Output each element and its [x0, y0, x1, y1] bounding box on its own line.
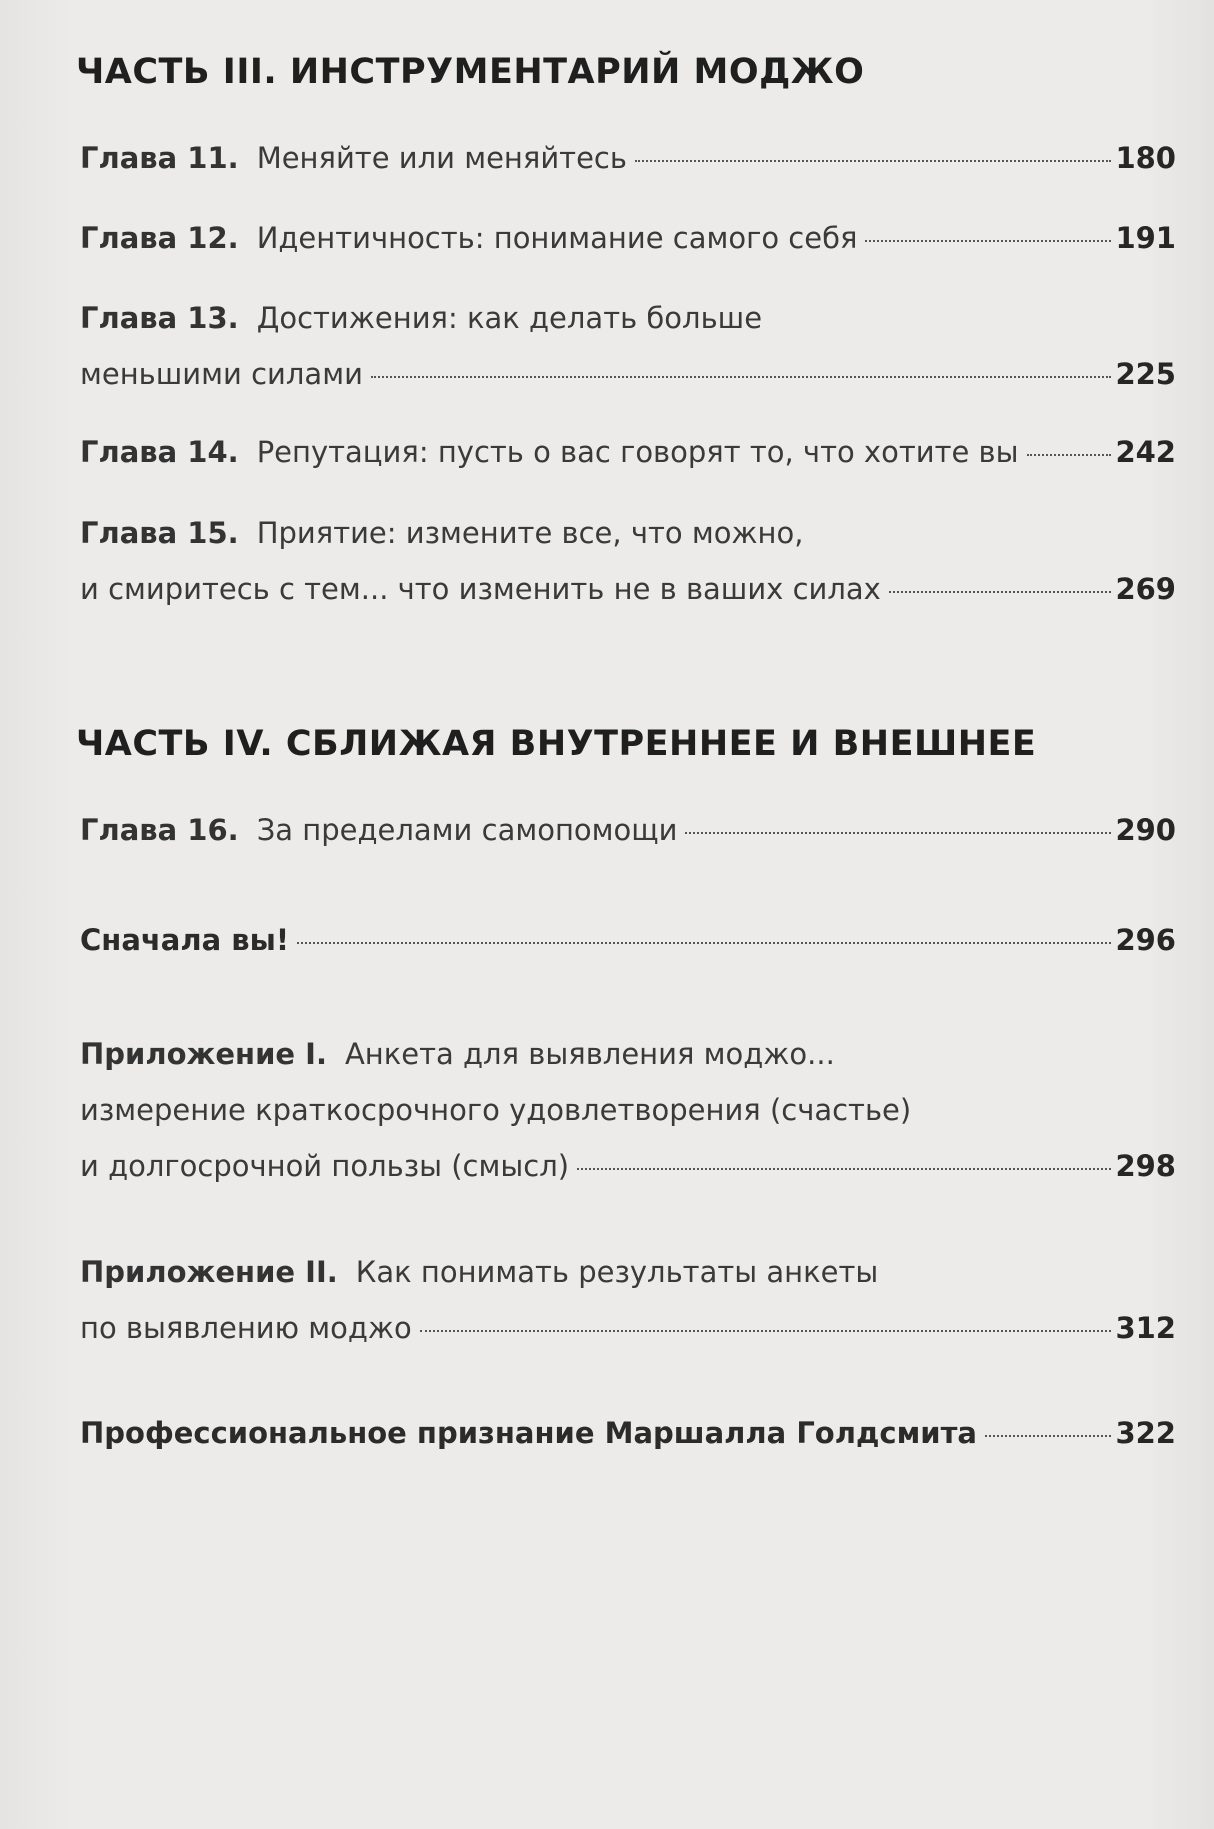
- toc-entry-chapter-11: [80, 130, 1176, 186]
- dot-leader: [297, 942, 1111, 944]
- chapter-label: Глава 16.: [80, 813, 239, 847]
- page-number: 180: [1115, 141, 1176, 175]
- chapter-label: Глава 12.: [80, 221, 239, 255]
- chapter-label: Глава 15.: [80, 516, 239, 550]
- page-number: 191: [1115, 221, 1176, 255]
- toc-entry-chapter-16: [80, 802, 1176, 858]
- dot-leader: [865, 240, 1111, 242]
- chapter-label: Глава 11.: [80, 141, 239, 175]
- toc-entry-you-first: [80, 912, 1176, 968]
- chapter-title-line-2: меньшими силами: [80, 357, 363, 391]
- appendix-label: Приложение II.: [80, 1255, 338, 1289]
- dot-leader: [635, 160, 1112, 162]
- page-number: 298: [1115, 1149, 1176, 1183]
- section-title: Сначала вы!: [80, 923, 290, 957]
- dot-leader: [420, 1330, 1112, 1332]
- page-number: 225: [1115, 357, 1176, 391]
- appendix-title-line-2: по выявлению моджо: [80, 1311, 412, 1345]
- page-number: 242: [1115, 435, 1176, 469]
- chapter-label: Глава 14.: [80, 435, 239, 469]
- chapter-title: Меняйте или меняйтесь: [256, 141, 627, 175]
- chapter-title-line-2: и смиритесь с тем... что изменить не в ваших силах: [80, 572, 881, 606]
- dot-leader: [371, 376, 1112, 378]
- dot-leader: [889, 591, 1112, 593]
- dot-leader: [577, 1168, 1111, 1170]
- chapter-title-line-1: Достижения: как делать больше: [256, 301, 763, 335]
- dot-leader: [1027, 454, 1112, 456]
- toc-entry-acknowledgment: [80, 1405, 1176, 1461]
- chapter-title: За пределами самопомощи: [256, 813, 678, 847]
- appendix-title-line-1: Анкета для выявления моджо...: [344, 1037, 835, 1071]
- part-4-heading: ЧАСТЬ IV. СБЛИЖАЯ ВНУТРЕННЕЕ И ВНЕШНЕЕ: [76, 724, 1037, 764]
- toc-entry-chapter-15: [80, 505, 1176, 617]
- toc-entry-chapter-13: [80, 290, 1176, 402]
- dot-leader: [985, 1435, 1111, 1437]
- page-number: 312: [1115, 1311, 1176, 1345]
- chapter-title: Репутация: пусть о вас говорят то, что хотите вы: [256, 435, 1019, 469]
- appendix-title-line-2: измерение краткосрочного удовлетворения (счастье): [80, 1093, 912, 1127]
- chapter-label: Глава 13.: [80, 301, 239, 335]
- toc-entry-appendix-2: [80, 1244, 1176, 1356]
- toc-entry-chapter-12: [80, 210, 1176, 266]
- dot-leader: [685, 832, 1111, 834]
- page-number: 269: [1115, 572, 1176, 606]
- toc-entry-appendix-1: [80, 1026, 1176, 1194]
- page-number: 322: [1115, 1416, 1176, 1450]
- chapter-title-line-1: Приятие: измените все, что можно,: [256, 516, 804, 550]
- appendix-label: Приложение I.: [80, 1037, 327, 1071]
- appendix-title-line-1: Как понимать результаты анкеты: [355, 1255, 879, 1289]
- section-title: Профессиональное признание Маршалла Голдсмита: [80, 1416, 977, 1450]
- toc-entry-chapter-14: [80, 424, 1176, 480]
- page-number: 296: [1115, 923, 1176, 957]
- chapter-title: Идентичность: понимание самого себя: [256, 221, 858, 255]
- appendix-title-line-3: и долгосрочной пользы (смысл): [80, 1149, 570, 1183]
- page-number: 290: [1115, 813, 1176, 847]
- part-3-heading: ЧАСТЬ III. ИНСТРУМЕНТАРИЙ МОДЖО: [76, 52, 865, 92]
